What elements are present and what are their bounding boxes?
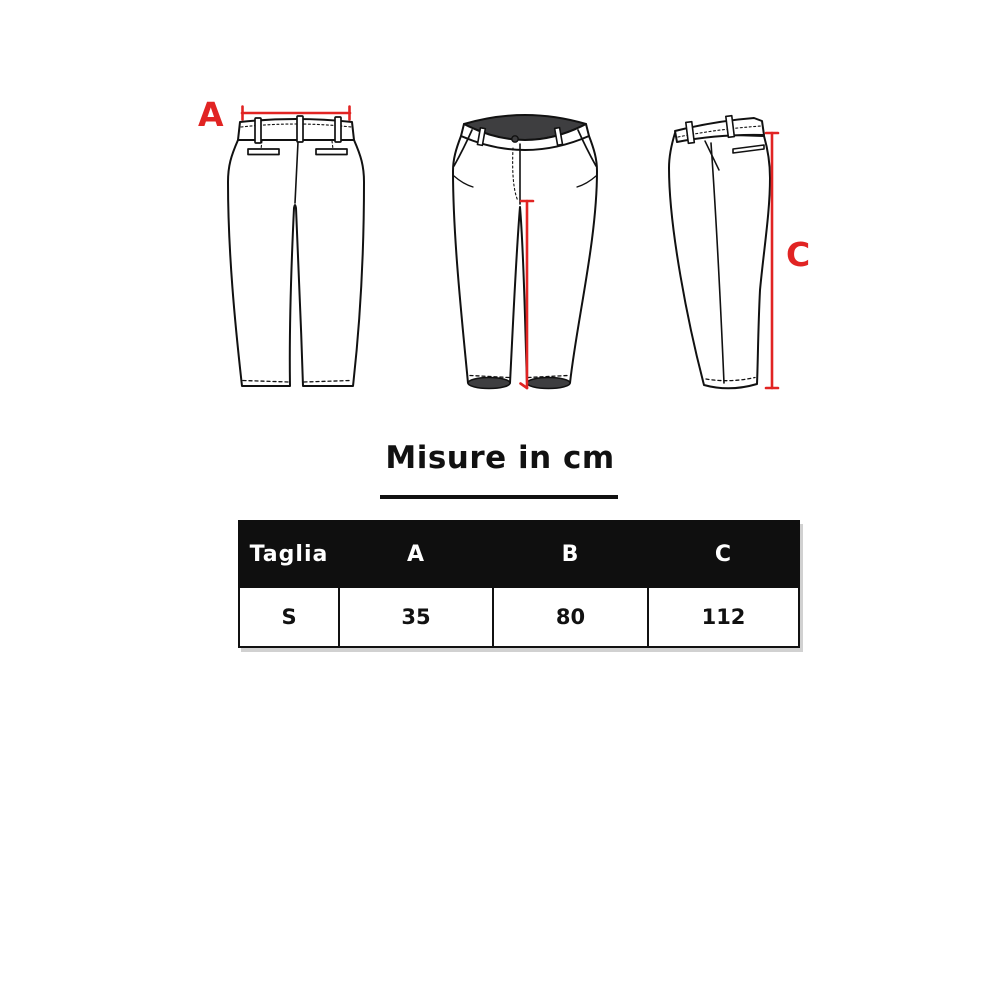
col-header-b: B [493, 521, 648, 587]
side-view-lineart [669, 116, 770, 389]
cell-measure-c: 112 [648, 587, 799, 647]
page-title: Misure in cm [385, 440, 615, 476]
size-table [238, 520, 800, 648]
pants-back-view-drawing [215, 100, 375, 400]
back-view-lineart [228, 116, 364, 386]
front-view-lineart [453, 115, 597, 389]
col-header-c: C [648, 521, 799, 587]
dimension-label-a: A [198, 95, 224, 134]
cell-measure-b: 80 [493, 587, 648, 647]
title-underline [380, 495, 618, 499]
size-table-row-s [239, 587, 799, 647]
front-left-hem [468, 378, 510, 389]
front-button [512, 136, 518, 142]
front-right-hem [527, 378, 570, 389]
cell-measure-a: 35 [339, 587, 493, 647]
cell-taglia: S [239, 587, 339, 647]
col-header-a: A [339, 521, 493, 587]
size-table-header-row [239, 521, 799, 587]
pants-side-view-drawing [660, 100, 810, 405]
pants-front-view-drawing [440, 100, 610, 405]
dimension-label-c: C [786, 235, 811, 274]
col-header-taglia: Taglia [239, 521, 339, 587]
